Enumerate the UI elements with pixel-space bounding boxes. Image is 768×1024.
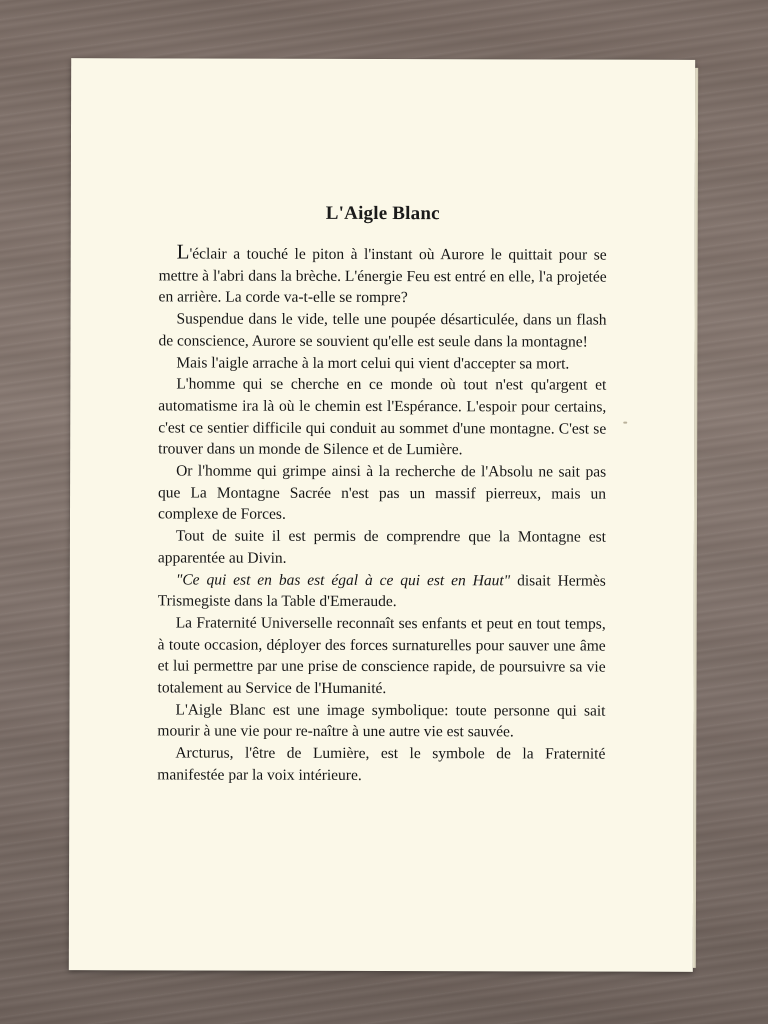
blurb-text [157,241,606,787]
drop-cap: L [176,239,190,264]
paragraph-4: L'homme qui se cherche en ce monde où tout n'est qu'argent et automatisme ira là où le chemin est l'Espérance. L'espoir pour certains, c'est ce sentier difficile qui conduit au sommet d'une montagne. C'est se trouver dans un monde de Silence et de Lumière. [158,375,607,459]
paragraph-1 [159,241,607,309]
paragraph-9: L'Aigle Blanc est une image symbolique: toute personne qui sait mourir à une vie pour re-naître à une autre vie est sauvée. [157,701,606,741]
paragraph-7-text: disait Hermès Trismegiste dans la Table d'Emeraude. [157,571,606,611]
book-back-cover [69,58,695,972]
paragraph-8: La Fraternité Universelle reconnaît ses enfants et peut en tout temps, à toute occasion, déployer des forces surnaturelles pour sauver une âme et lui permettre par une prise de conscience rapide, de poursuivre sa vie totalement au Service de l'Humanité. [157,614,606,698]
paragraph-7 [158,569,606,614]
page-edge [693,68,698,968]
book-title: L'Aigle Blanc [325,202,440,225]
paragraph-1-text: 'éclair a touché le piton à l'instant où Aurore le quittait pour se mettre à l'abri dans la brèche. L'énergie Feu est entré en elle, l'a projetée en arrière. La corde va-t-elle se rompre? [158,245,607,307]
paper-speck [623,422,627,424]
paragraph-2: Suspendue dans le vide, telle une poupée désarticulée, dans un flash de conscience, Aurore se souvient qu'elle est seule dans la montagne! [158,310,607,351]
hermes-quote: "Ce qui est en bas est égal à ce qui est en Haut" [175,571,511,589]
paragraph-3: Mais l'aigle arrache à la mort celui qui vient d'accepter sa mort. [176,353,570,373]
paragraph-6: Tout de suite il est permis de comprendre que la Montagne est apparentée au Divin. [157,527,606,567]
paragraph-10: Arcturus, l'être de Lumière, est le symbole de la Fraternité manifestée par la voix intérieure. [157,744,606,784]
paragraph-5: Or l'homme qui grimpe ainsi à la recherche de l'Absolu ne sait pas que La Montagne Sacrée n'est pas un massif pierreux, mais un complexe de Forces. [157,462,607,524]
